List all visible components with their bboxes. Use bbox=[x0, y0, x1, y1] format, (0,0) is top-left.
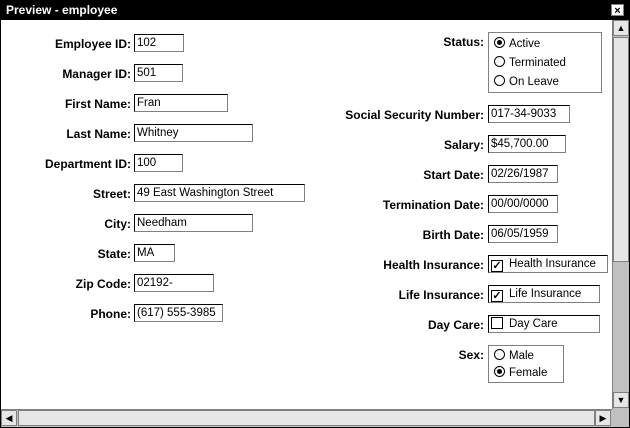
status-option-label: Active bbox=[509, 38, 541, 50]
start-date-field[interactable]: 02/26/1987 bbox=[488, 165, 558, 183]
sex-option-label: Male bbox=[509, 350, 534, 362]
salary-label: Salary: bbox=[443, 138, 484, 152]
manager-id-label: Manager ID: bbox=[62, 67, 131, 81]
form-area bbox=[1, 20, 612, 409]
sex-option-label: Female bbox=[509, 367, 548, 379]
close-icon[interactable]: × bbox=[611, 4, 624, 16]
status-label: Status: bbox=[443, 35, 484, 49]
status-option-label: On Leave bbox=[509, 76, 559, 88]
status-option-active[interactable] bbox=[494, 37, 540, 51]
status-option-on-leave[interactable] bbox=[494, 75, 559, 89]
life-insurance-checkbox-label: Life Insurance bbox=[509, 288, 582, 300]
state-field[interactable]: MA bbox=[134, 244, 175, 262]
scroll-right-icon[interactable]: ▶ bbox=[595, 410, 611, 426]
city-field[interactable]: Needham bbox=[134, 214, 253, 232]
health-insurance-checkbox[interactable] bbox=[488, 255, 608, 273]
scroll-left-icon[interactable]: ◀ bbox=[1, 410, 17, 426]
day-care-checkbox-label: Day Care bbox=[509, 318, 558, 330]
department-id-field[interactable]: 100 bbox=[134, 154, 183, 172]
zip-code-label: Zip Code: bbox=[75, 277, 131, 291]
day-care-checkbox[interactable] bbox=[488, 315, 600, 333]
checkbox-checked-icon[interactable]: ✓ bbox=[492, 260, 502, 272]
state-label: State: bbox=[97, 247, 131, 261]
street-label: Street: bbox=[92, 187, 131, 201]
zip-code-field[interactable]: 02192- bbox=[134, 274, 214, 292]
radio-selected-icon[interactable] bbox=[494, 366, 505, 377]
radio-unselected-icon[interactable] bbox=[494, 75, 505, 86]
life-insurance-label: Life Insurance: bbox=[398, 288, 484, 302]
manager-id-field[interactable]: 501 bbox=[134, 64, 183, 82]
birth-date-label: Birth Date: bbox=[422, 228, 484, 242]
first-name-label: First Name: bbox=[64, 97, 131, 111]
status-radio-group bbox=[488, 32, 602, 93]
employee-id-label: Employee ID: bbox=[54, 37, 131, 51]
sex-radio-group bbox=[488, 345, 564, 383]
sex-label: Sex: bbox=[458, 348, 484, 362]
life-insurance-checkbox[interactable] bbox=[488, 285, 600, 303]
termination-date-label: Termination Date: bbox=[382, 198, 484, 212]
health-insurance-label: Health Insurance: bbox=[383, 258, 484, 272]
sex-option-female[interactable] bbox=[494, 366, 547, 380]
phone-field[interactable]: (617) 555-3985 bbox=[134, 304, 223, 322]
ssn-field[interactable]: 017-34-9033 bbox=[488, 105, 570, 123]
last-name-field[interactable]: Whitney bbox=[134, 124, 253, 142]
status-option-terminated[interactable] bbox=[494, 56, 566, 70]
checkbox-checked-icon[interactable]: ✓ bbox=[492, 290, 502, 302]
vertical-scrollbar[interactable] bbox=[612, 20, 629, 409]
window-title: Preview - employee bbox=[6, 3, 118, 17]
salary-field[interactable]: $45,700.00 bbox=[488, 135, 566, 153]
radio-unselected-icon[interactable] bbox=[494, 56, 505, 67]
birth-date-field[interactable]: 06/05/1959 bbox=[488, 225, 558, 243]
street-field[interactable]: 49 East Washington Street bbox=[134, 184, 305, 202]
scrollbar-corner bbox=[612, 409, 629, 427]
city-label: City: bbox=[104, 217, 131, 231]
start-date-label: Start Date: bbox=[423, 168, 484, 182]
checkbox-unchecked-icon[interactable] bbox=[491, 317, 503, 329]
last-name-label: Last Name: bbox=[66, 127, 131, 141]
horizontal-scrollbar[interactable] bbox=[1, 409, 612, 427]
termination-date-field[interactable]: 00/00/0000 bbox=[488, 195, 558, 213]
scroll-down-icon[interactable]: ▼ bbox=[613, 392, 629, 408]
employee-id-field[interactable]: 102 bbox=[134, 34, 184, 52]
status-option-label: Terminated bbox=[509, 57, 566, 69]
health-insurance-checkbox-label: Health Insurance bbox=[509, 258, 596, 270]
radio-selected-icon[interactable] bbox=[494, 37, 505, 48]
phone-label: Phone: bbox=[90, 307, 131, 321]
scroll-up-icon[interactable]: ▲ bbox=[613, 20, 629, 36]
ssn-label: Social Security Number: bbox=[345, 108, 484, 122]
sex-option-male[interactable] bbox=[494, 349, 534, 363]
title-bar[interactable] bbox=[1, 1, 629, 20]
day-care-label: Day Care: bbox=[427, 318, 484, 332]
first-name-field[interactable]: Fran bbox=[134, 94, 228, 112]
department-id-label: Department ID: bbox=[44, 157, 131, 171]
radio-unselected-icon[interactable] bbox=[494, 349, 505, 360]
horizontal-scroll-thumb[interactable] bbox=[18, 410, 595, 426]
vertical-scroll-thumb[interactable] bbox=[613, 37, 629, 262]
